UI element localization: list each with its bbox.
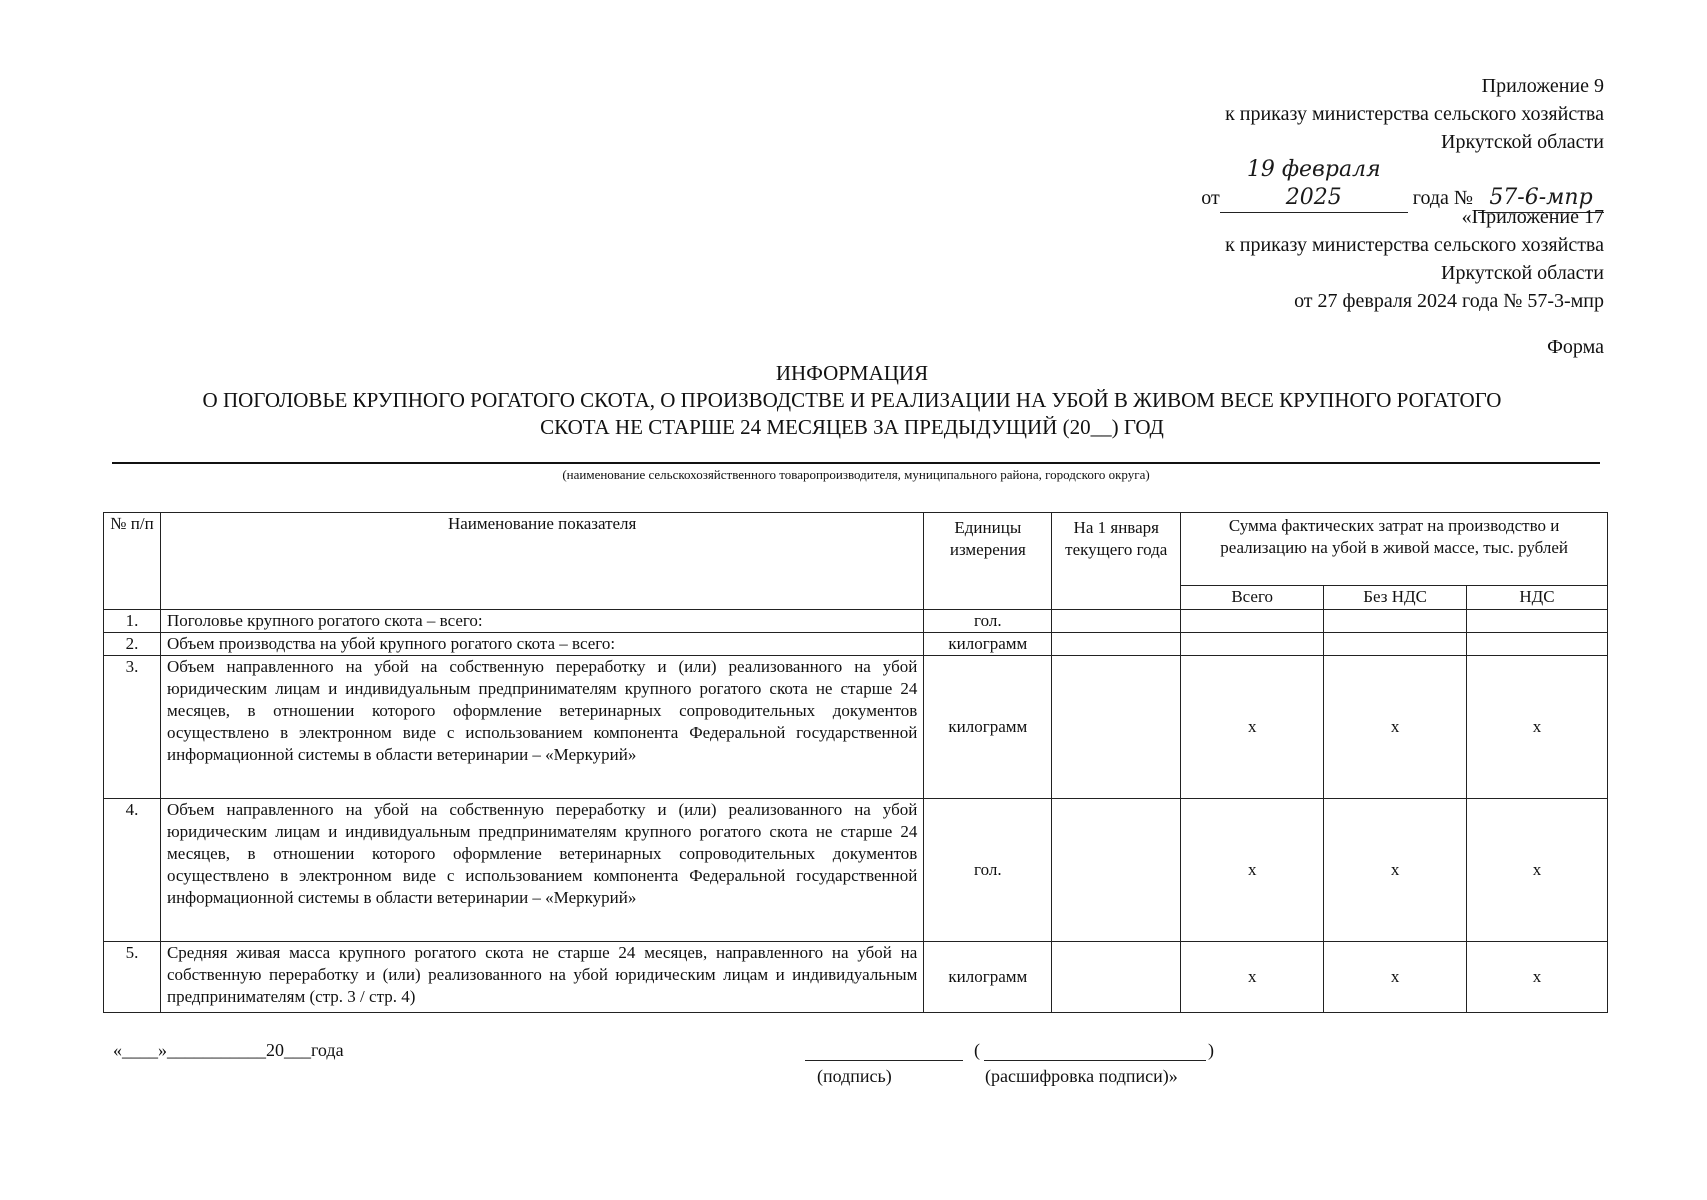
row-no-vat: х: [1324, 799, 1467, 942]
row-num: 1.: [104, 610, 161, 633]
indicators-table: [103, 512, 1608, 1013]
table-row: [104, 656, 1608, 799]
row-total: х: [1181, 942, 1324, 1013]
row-no-vat: х: [1324, 656, 1467, 799]
row-jan1: [1052, 610, 1181, 633]
approval-original-line2: к приказу министерства сельского хозяйства: [1225, 234, 1604, 256]
row-jan1: [1052, 799, 1181, 942]
title-line2: О ПОГОЛОВЬЕ КРУПНОГО РОГАТОГО СКОТА, О ПРОИЗВОДСТВЕ И РЕАЛИЗАЦИИ НА УБОЙ В ЖИВОМ ВЕСЕ КРУПНОГО РОГАТОГО: [202, 388, 1502, 412]
approval-current-line2: к приказу министерства сельского хозяйства: [1225, 103, 1604, 125]
form-label: Форма: [1547, 336, 1604, 358]
approval-original-line4: от 27 февраля 2024 года № 57-3-мпр: [1294, 290, 1604, 312]
row-unit: килограмм: [924, 633, 1052, 656]
row-unit: гол.: [924, 799, 1052, 942]
row-unit: гол.: [924, 610, 1052, 633]
approval-original: [1225, 203, 1604, 315]
document-title: [102, 360, 1602, 441]
approval-current-prefix: от: [1201, 187, 1220, 209]
approval-original-line3: Иркутской области: [1441, 262, 1604, 284]
row-vat: х: [1467, 942, 1608, 1013]
row-jan1: [1052, 942, 1181, 1013]
approval-current-line3: Иркутской области: [1441, 131, 1604, 153]
header-unit: Единицы измерения: [924, 513, 1052, 610]
footer-date: «____»___________20___года: [113, 1040, 344, 1060]
signature-line: [805, 1060, 963, 1061]
approval-current-year-label: года №: [1412, 187, 1473, 209]
row-name: Объем направленного на убой на собственную переработку и (или) реализованного на убой юридическим лицам и индивидуальным предпринимателям крупного рогатого скота не старше 24 месяцев, в отношении которого оформление ветеринарных сопроводительных документов осуществлено в электронном виде с использованием компонента Федеральной государственной информационной системы в области ветеринарии – «Меркурий»: [160, 799, 923, 942]
decoding-close-paren: ): [1208, 1040, 1214, 1060]
row-vat: х: [1467, 799, 1608, 942]
table-row: [104, 633, 1608, 656]
row-unit: килограмм: [924, 942, 1052, 1013]
header-vat: НДС: [1467, 586, 1608, 610]
approval-current-line1: Приложение 9: [1481, 75, 1604, 97]
approval-current: [1201, 72, 1604, 213]
row-num: 5.: [104, 942, 161, 1013]
header-no-vat: Без НДС: [1324, 586, 1467, 610]
row-num: 4.: [104, 799, 161, 942]
row-name: Объем направленного на убой на собственную переработку и (или) реализованного на убой юридическим лицам и индивидуальным предпринимателям крупного рогатого скота не старше 24 месяцев, в отношении которого оформление ветеринарных сопроводительных документов осуществлено в электронном виде с использованием компонента Федеральной государственной информационной системы в области ветеринарии – «Меркурий»: [160, 656, 923, 799]
header-num: № п/п: [104, 513, 161, 610]
table-row: [104, 610, 1608, 633]
handwritten-date: 19 февраля 2025: [1220, 156, 1408, 213]
row-no-vat: х: [1324, 942, 1467, 1013]
row-name: Объем производства на убой крупного рогатого скота – всего:: [160, 633, 923, 656]
row-num: 2.: [104, 633, 161, 656]
table-header-row: [104, 513, 1608, 586]
header-costs: Сумма фактических затрат на производство и реализацию на убой в живой массе, тыс. рублей: [1181, 513, 1608, 586]
decoding-caption: (расшифровка подписи)»: [985, 1066, 1178, 1086]
row-total: х: [1181, 656, 1324, 799]
row-jan1: [1052, 633, 1181, 656]
decoding-open-paren: (: [974, 1040, 980, 1060]
handwritten-order-number: 57-6-мпр: [1478, 184, 1604, 213]
header-total: Всего: [1181, 586, 1324, 610]
row-name: Поголовье крупного рогатого скота – всего:: [160, 610, 923, 633]
row-name: Средняя живая масса крупного рогатого скота не старше 24 месяцев, направленного на убой на собственную переработку и (или) реализованного на убой юридическим лицам и индивидуальным предпринимателям (стр. 3 / стр. 4): [160, 942, 923, 1013]
title-line1: ИНФОРМАЦИЯ: [775, 361, 929, 385]
row-total: [1181, 610, 1324, 633]
row-no-vat: [1324, 633, 1467, 656]
signature-caption: (подпись): [817, 1066, 892, 1086]
row-no-vat: [1324, 610, 1467, 633]
row-unit: килограмм: [924, 656, 1052, 799]
row-total: [1181, 633, 1324, 656]
decoding-line: [984, 1060, 1206, 1061]
table-row: [104, 799, 1608, 942]
organization-name-line: [112, 462, 1600, 464]
table-row: [104, 942, 1608, 1013]
row-jan1: [1052, 656, 1181, 799]
row-vat: х: [1467, 656, 1608, 799]
row-vat: [1467, 633, 1608, 656]
header-name: Наименование показателя: [160, 513, 923, 610]
approval-original-line1: «Приложение 17: [1461, 206, 1604, 228]
title-line3: СКОТА НЕ СТАРШЕ 24 МЕСЯЦЕВ ЗА ПРЕДЫДУЩИЙ (20__) ГОД: [540, 415, 1164, 439]
row-vat: [1467, 610, 1608, 633]
organization-caption: (наименование сельскохозяйственного товаропроизводителя, муниципального района, городского округа): [562, 467, 1150, 482]
row-total: х: [1181, 799, 1324, 942]
header-jan1: На 1 января текущего года: [1052, 513, 1181, 610]
row-num: 3.: [104, 656, 161, 799]
